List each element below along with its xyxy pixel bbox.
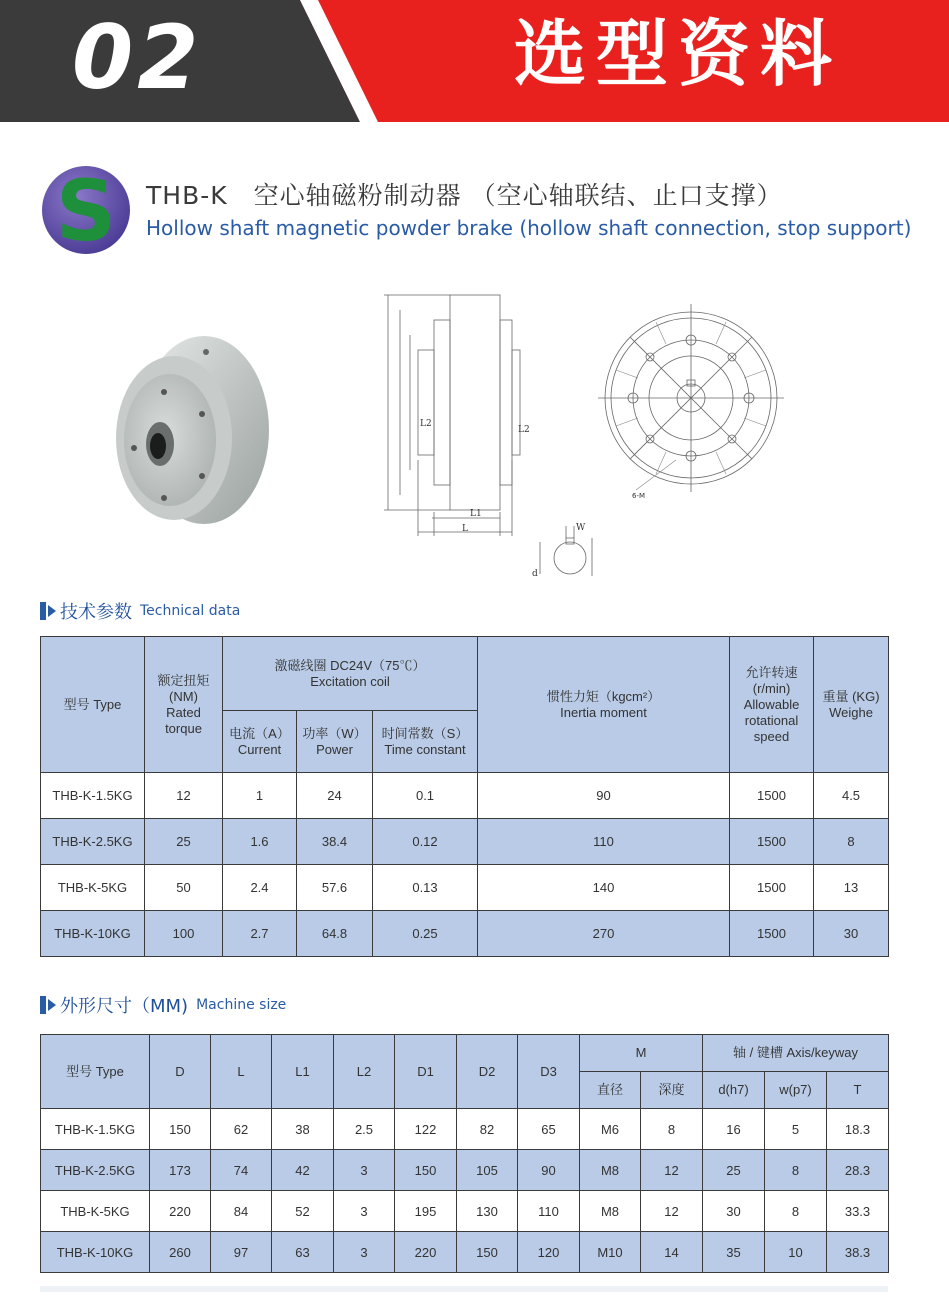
table-row <box>41 1150 889 1191</box>
cell-speed: 1500 <box>730 773 814 819</box>
cell-L2: 3 <box>334 1191 395 1232</box>
cell-T: 33.3 <box>827 1191 889 1232</box>
cell-model: THB-K-5KG <box>41 865 145 911</box>
product-photo <box>104 330 274 530</box>
header-weight: 重量 (KG) Weighe <box>814 637 889 773</box>
cell-time-constant: 0.1 <box>373 773 478 819</box>
cell-current: 2.7 <box>223 911 297 957</box>
header-m-depth: 深度 <box>641 1072 703 1109</box>
cell-time-constant: 0.12 <box>373 819 478 865</box>
header-current: 电流（A） Current <box>223 711 297 773</box>
brand-logo <box>40 164 132 256</box>
header-model: 型号 Type <box>41 1035 150 1109</box>
cell-d-h7: 35 <box>703 1232 765 1273</box>
page-bottom-divider <box>40 1286 888 1292</box>
cell-T: 28.3 <box>827 1150 889 1191</box>
cell-L1: 63 <box>272 1232 334 1273</box>
cell-D: 260 <box>150 1232 211 1273</box>
header-model: 型号 Type <box>41 637 145 773</box>
header-allowable-speed: 允许转速 (r/min) Allowable rotational speed <box>730 637 814 773</box>
cell-D2: 150 <box>457 1232 518 1273</box>
cell-model: THB-K-2.5KG <box>41 819 145 865</box>
cell-D1: 122 <box>395 1109 457 1150</box>
header-M: M <box>580 1035 703 1072</box>
cell-m-diameter: M6 <box>580 1109 641 1150</box>
machine-size-heading-en: Machine size <box>196 997 287 1013</box>
cell-speed: 1500 <box>730 911 814 957</box>
header-banner <box>0 0 949 122</box>
label-L: L <box>462 524 468 534</box>
cell-m-depth: 12 <box>641 1150 703 1191</box>
cell-m-depth: 12 <box>641 1191 703 1232</box>
cell-inertia: 90 <box>478 773 730 819</box>
header-D: D <box>150 1035 211 1109</box>
table-row <box>41 1232 889 1273</box>
cell-D2: 82 <box>457 1109 518 1150</box>
cell-torque: 12 <box>145 773 223 819</box>
cell-d-h7: 30 <box>703 1191 765 1232</box>
cell-m-depth: 8 <box>641 1109 703 1150</box>
cell-d-h7: 16 <box>703 1109 765 1150</box>
label-6M: 6-M <box>632 492 646 500</box>
header-D1: D1 <box>395 1035 457 1109</box>
header-excitation-coil: 激磁线圈 DC24V（75℃） Excitation coil <box>223 637 478 711</box>
cell-L2: 3 <box>334 1150 395 1191</box>
header-m-diameter: 直径 <box>580 1072 641 1109</box>
cell-D3: 90 <box>518 1150 580 1191</box>
cell-w-p7: 5 <box>765 1109 827 1150</box>
header-L1: L1 <box>272 1035 334 1109</box>
table-row <box>41 1109 889 1150</box>
cell-current: 2.4 <box>223 865 297 911</box>
cell-power: 38.4 <box>297 819 373 865</box>
label-d: d <box>532 569 538 579</box>
machine-size-heading <box>40 992 286 1018</box>
table-row <box>41 911 889 957</box>
cell-weight: 13 <box>814 865 889 911</box>
cell-D: 150 <box>150 1109 211 1150</box>
cell-model: THB-K-10KG <box>41 1232 150 1273</box>
cell-T: 18.3 <box>827 1109 889 1150</box>
cell-D1: 150 <box>395 1150 457 1191</box>
cell-L1: 52 <box>272 1191 334 1232</box>
technical-data-heading <box>40 598 240 624</box>
cell-torque: 100 <box>145 911 223 957</box>
cell-inertia: 110 <box>478 819 730 865</box>
product-title-cn: THB-K 空心轴磁粉制动器 （空心轴联结、止口支撑） <box>146 181 783 210</box>
cell-d-h7: 25 <box>703 1150 765 1191</box>
table-row <box>41 865 889 911</box>
cell-L1: 42 <box>272 1150 334 1191</box>
cell-model: THB-K-10KG <box>41 911 145 957</box>
cell-weight: 8 <box>814 819 889 865</box>
cell-L1: 38 <box>272 1109 334 1150</box>
cell-power: 57.6 <box>297 865 373 911</box>
technical-data-heading-cn: 技术参数 <box>60 602 132 623</box>
cell-D1: 220 <box>395 1232 457 1273</box>
cell-m-diameter: M10 <box>580 1232 641 1273</box>
cell-m-diameter: M8 <box>580 1150 641 1191</box>
cell-time-constant: 0.25 <box>373 911 478 957</box>
header-D3: D3 <box>518 1035 580 1109</box>
label-L2-left: L2 <box>420 419 432 429</box>
section-number: 02 <box>72 6 203 109</box>
cell-L: 62 <box>211 1109 272 1150</box>
cell-model: THB-K-1.5KG <box>41 1109 150 1150</box>
cell-current: 1 <box>223 773 297 819</box>
label-W: W <box>576 523 586 533</box>
section-arrow-icon <box>40 996 56 1014</box>
side-view-drawing <box>376 290 536 540</box>
table-row <box>41 1191 889 1232</box>
cell-time-constant: 0.13 <box>373 865 478 911</box>
cell-D3: 120 <box>518 1232 580 1273</box>
header-power: 功率（W） Power <box>297 711 373 773</box>
machine-size-heading-cn: 外形尺寸（MM) <box>60 996 189 1017</box>
header-L2: L2 <box>334 1035 395 1109</box>
cell-L2: 3 <box>334 1232 395 1273</box>
cell-power: 24 <box>297 773 373 819</box>
cell-weight: 4.5 <box>814 773 889 819</box>
cell-D: 173 <box>150 1150 211 1191</box>
cell-D2: 130 <box>457 1191 518 1232</box>
cell-D3: 65 <box>518 1109 580 1150</box>
cell-w-p7: 8 <box>765 1150 827 1191</box>
logo-letter: S <box>55 164 117 256</box>
cell-model: THB-K-1.5KG <box>41 773 145 819</box>
machine-size-table <box>40 1034 889 1273</box>
cell-w-p7: 8 <box>765 1191 827 1232</box>
header-inertia-moment: 惯性力矩（kgcm²） Inertia moment <box>478 637 730 773</box>
header-D2: D2 <box>457 1035 518 1109</box>
table-row <box>41 773 889 819</box>
label-L1: L1 <box>470 509 482 519</box>
cell-power: 64.8 <box>297 911 373 957</box>
cell-weight: 30 <box>814 911 889 957</box>
cell-m-depth: 14 <box>641 1232 703 1273</box>
header-rated-torque: 额定扭矩 (NM) Rated torque <box>145 637 223 773</box>
cell-inertia: 270 <box>478 911 730 957</box>
keyway-detail-drawing <box>530 518 602 582</box>
label-L2-right: L2 <box>518 425 530 435</box>
cell-speed: 1500 <box>730 865 814 911</box>
front-view-drawing <box>596 300 786 510</box>
cell-torque: 50 <box>145 865 223 911</box>
cell-speed: 1500 <box>730 819 814 865</box>
cell-w-p7: 10 <box>765 1232 827 1273</box>
header-T: T <box>827 1072 889 1109</box>
cell-L2: 2.5 <box>334 1109 395 1150</box>
product-title-en: Hollow shaft magnetic powder brake (hollow shaft connection, stop support) <box>146 216 912 240</box>
header-axis-keyway: 轴 / 键槽 Axis/keyway <box>703 1035 889 1072</box>
cell-L: 74 <box>211 1150 272 1191</box>
cell-current: 1.6 <box>223 819 297 865</box>
cell-inertia: 140 <box>478 865 730 911</box>
cell-D: 220 <box>150 1191 211 1232</box>
cell-L: 97 <box>211 1232 272 1273</box>
table-row <box>41 819 889 865</box>
section-title: 选型资料 <box>514 12 843 96</box>
cell-T: 38.3 <box>827 1232 889 1273</box>
technical-data-table <box>40 636 889 957</box>
section-arrow-icon <box>40 602 56 620</box>
cell-m-diameter: M8 <box>580 1191 641 1232</box>
header-d-h7: d(h7) <box>703 1072 765 1109</box>
cell-D2: 105 <box>457 1150 518 1191</box>
cell-model: THB-K-2.5KG <box>41 1150 150 1191</box>
cell-L: 84 <box>211 1191 272 1232</box>
cell-model: THB-K-5KG <box>41 1191 150 1232</box>
technical-data-heading-en: Technical data <box>140 603 241 619</box>
header-w-p7: w(p7) <box>765 1072 827 1109</box>
header-time-constant: 时间常数（S） Time constant <box>373 711 478 773</box>
header-L: L <box>211 1035 272 1109</box>
cell-D1: 195 <box>395 1191 457 1232</box>
cell-torque: 25 <box>145 819 223 865</box>
cell-D3: 110 <box>518 1191 580 1232</box>
